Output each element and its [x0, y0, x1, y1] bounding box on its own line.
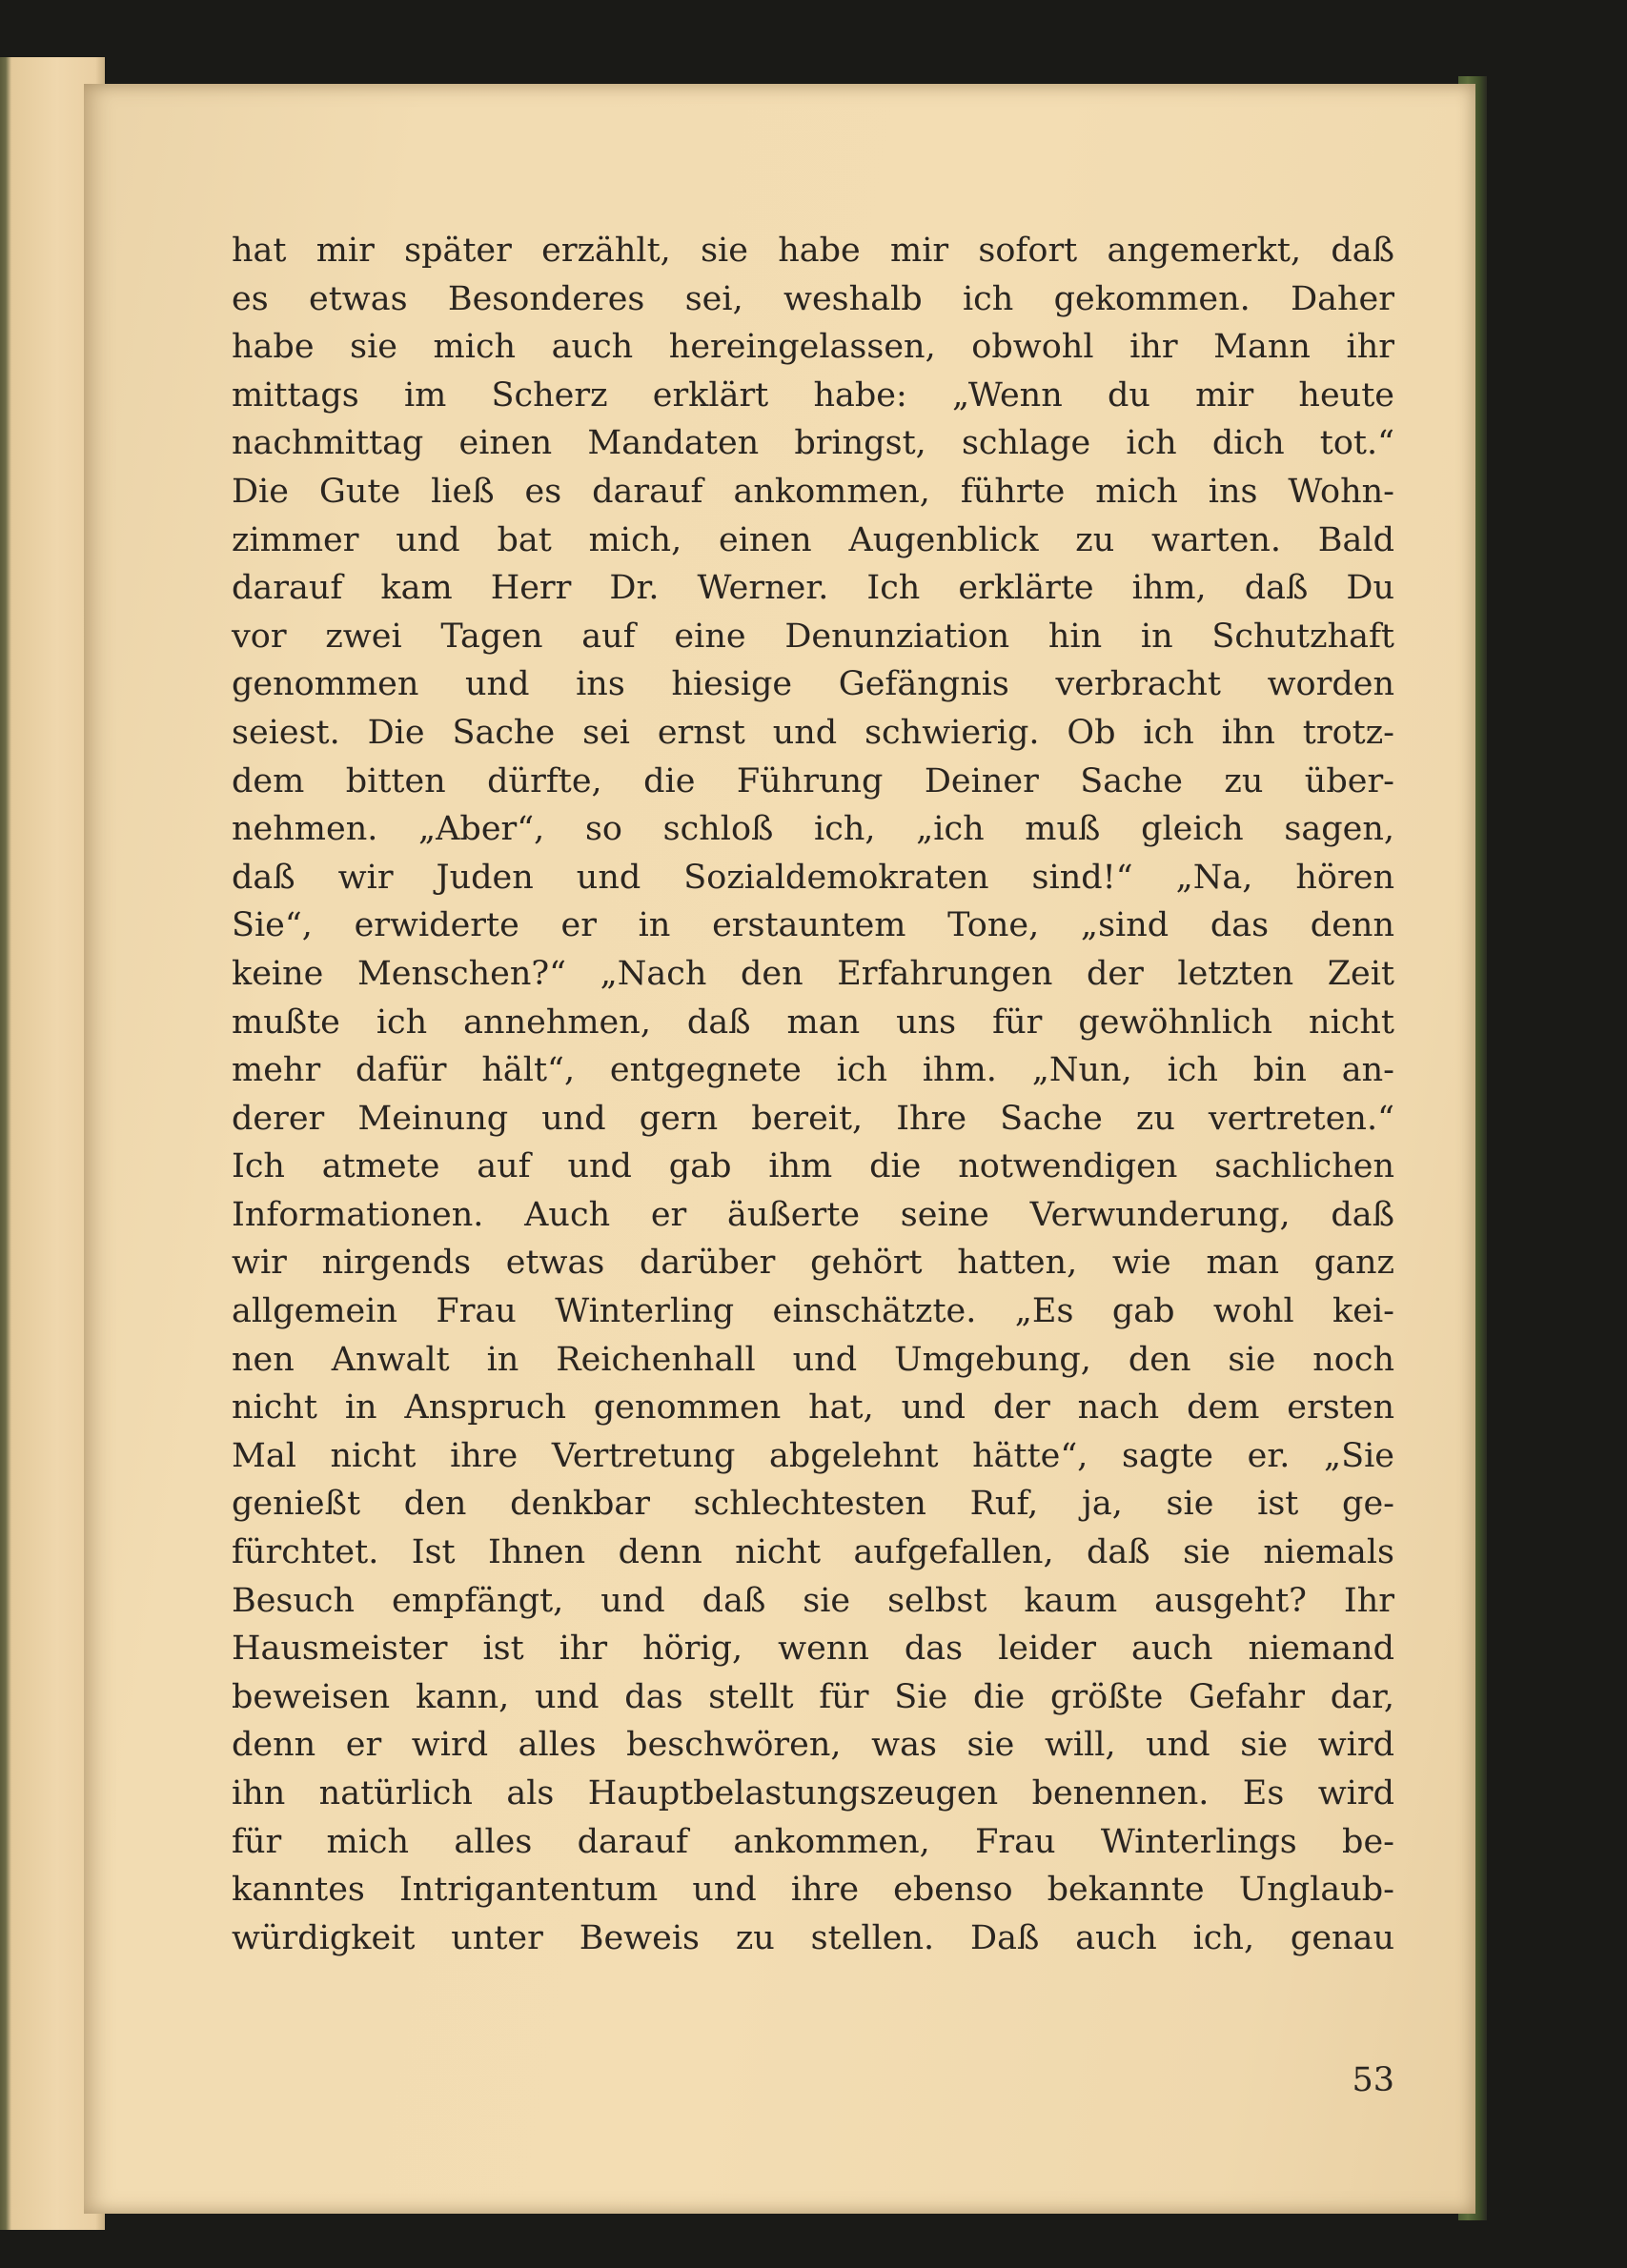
text-line: daß wir Juden und Sozialdemokraten sind!“ „Na, hören	[232, 858, 1394, 897]
text-line: Informationen. Auch er äußerte seine Verwunderung, daß	[232, 1195, 1394, 1234]
text-line: darauf kam Herr Dr. Werner. Ich erklärte ihm, daß Du	[232, 569, 1394, 608]
text-line: kanntes Intrigantentum und ihre ebenso bekannte Unglaub-	[232, 1871, 1394, 1910]
text-line: nehmen. „Aber“, so schloß ich, „ich muß gleich sagen,	[232, 810, 1394, 849]
text-line: nachmittag einen Mandaten bringst, schlage ich dich tot.“	[232, 424, 1394, 463]
text-line: Sie“, erwiderte er in erstauntem Tone, „sind das denn	[232, 906, 1394, 945]
text-line: mittags im Scherz erklärt habe: „Wenn du mir heute	[232, 375, 1394, 415]
text-line: Hausmeister ist ihr hörig, wenn das leider auch niemand	[232, 1630, 1394, 1669]
text-line: Besuch empfängt, und daß sie selbst kaum ausgeht? Ihr	[232, 1581, 1394, 1620]
text-line: vor zwei Tagen auf eine Denunziation hin in Schutzhaft	[232, 617, 1394, 656]
text-line: für mich alles darauf ankommen, Frau Winterlings be-	[232, 1822, 1394, 1861]
text-line: fürchtet. Ist Ihnen denn nicht aufgefallen, daß sie niemals	[232, 1533, 1394, 1572]
text-line: es etwas Besonderes sei, weshalb ich gekommen. Daher	[232, 279, 1394, 318]
text-line: Die Gute ließ es darauf ankommen, führte mich ins Wohn-	[232, 472, 1394, 511]
text-line: ihn natürlich als Hauptbelastungszeugen benennen. Es wird	[232, 1774, 1394, 1812]
text-line: keine Menschen?“ „Nach den Erfahrungen der letzten Zeit	[232, 954, 1394, 993]
text-line: beweisen kann, und das stellt für Sie die größte Gefahr dar,	[232, 1677, 1394, 1716]
text-line: genießt den denkbar schlechtesten Ruf, ja, sie ist ge-	[232, 1485, 1394, 1524]
text-line: genommen und ins hiesige Gefängnis verbracht worden	[232, 665, 1394, 704]
text-line: nicht in Anspruch genommen hat, und der nach dem ersten	[232, 1388, 1394, 1428]
text-line: seiest. Die Sache sei ernst und schwierig. Ob ich ihn trotz-	[232, 713, 1394, 752]
text-line: denn er wird alles beschwören, was sie will, und sie wird	[232, 1726, 1394, 1765]
text-line: derer Meinung und gern bereit, Ihre Sache zu vertreten.“	[232, 1099, 1394, 1138]
text-line: dem bitten dürfte, die Führung Deiner Sache zu über-	[232, 761, 1394, 800]
text-line: Mal nicht ihre Vertretung abgelehnt hätte“, sagte er. „Sie	[232, 1436, 1394, 1475]
text-line: zimmer und bat mich, einen Augenblick zu warten. Bald	[232, 520, 1394, 559]
text-line: mußte ich annehmen, daß man uns für gewöhnlich nicht	[232, 1002, 1394, 1042]
text-line: wir nirgends etwas darüber gehört hatten, wie man ganz	[232, 1244, 1394, 1283]
text-line: hat mir später erzählt, sie habe mir sofort angemerkt, daß	[232, 232, 1394, 270]
page-body-text	[232, 227, 1394, 1962]
text-line: würdigkeit unter Beweis zu stellen. Daß auch ich, genau	[232, 1918, 1394, 1957]
page-number: 53	[1352, 2061, 1394, 2099]
text-line: habe sie mich auch hereingelassen, obwohl ihr Mann ihr	[232, 328, 1394, 367]
book-page	[84, 84, 1475, 2214]
text-line: allgemein Frau Winterling einschätzte. „Es gab wohl kei-	[232, 1292, 1394, 1331]
text-line: nen Anwalt in Reichenhall und Umgebung, den sie noch	[232, 1340, 1394, 1379]
text-line: Ich atmete auf und gab ihm die notwendigen sachlichen	[232, 1147, 1394, 1186]
text-line: mehr dafür hält“, entgegnete ich ihm. „Nun, ich bin an-	[232, 1051, 1394, 1090]
